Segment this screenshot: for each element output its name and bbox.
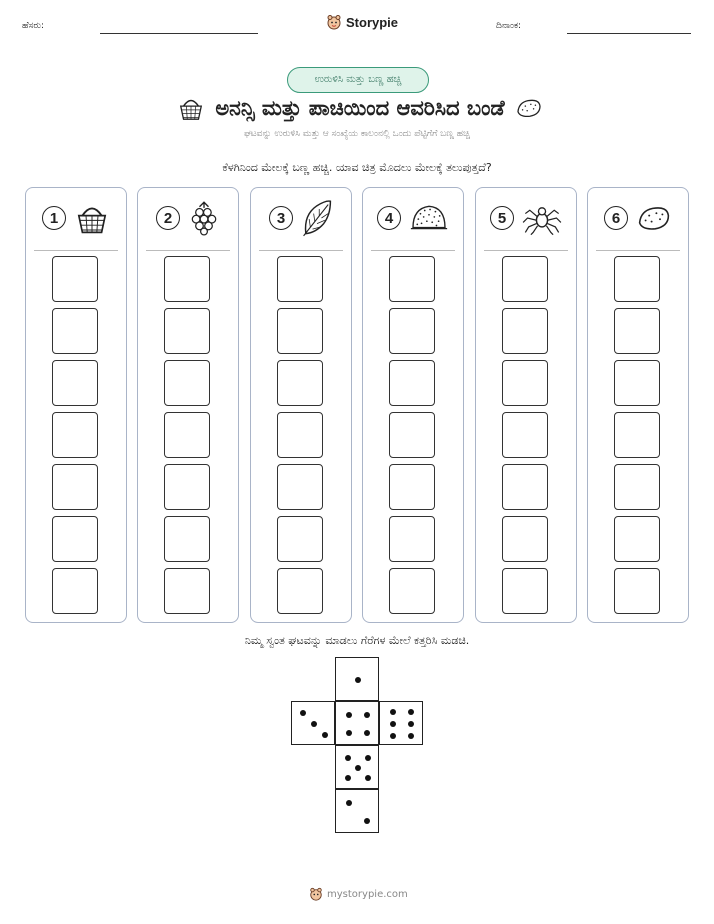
dice-pip xyxy=(311,721,317,727)
column-header xyxy=(588,188,688,248)
dice-pip xyxy=(345,775,351,781)
rock-icon xyxy=(636,203,672,233)
dice-pip xyxy=(346,730,352,736)
color-box[interactable] xyxy=(52,516,98,562)
dice-instruction: ನಿಮ್ಮ ಸ್ವಂತ ಘಟವನ್ನು ಮಾಡಲು ಗೆರೆಗಳ ಮೇಲೆ ಕತ್ತರಿಸಿ ಮಡಚಿ. xyxy=(244,634,470,647)
column-divider xyxy=(596,250,680,251)
spider-icon xyxy=(522,200,562,236)
column-header xyxy=(138,188,238,248)
color-box[interactable] xyxy=(277,516,323,562)
color-box[interactable] xyxy=(52,360,98,406)
color-box[interactable] xyxy=(502,308,548,354)
color-box[interactable] xyxy=(277,464,323,510)
color-box[interactable] xyxy=(389,360,435,406)
color-box[interactable] xyxy=(614,360,660,406)
dice-pip xyxy=(364,712,370,718)
dice-pip xyxy=(390,721,396,727)
column-divider xyxy=(146,250,230,251)
color-box[interactable] xyxy=(502,464,548,510)
mossy-rock-icon xyxy=(409,202,449,234)
dice-pip xyxy=(355,677,361,683)
color-box[interactable] xyxy=(502,516,548,562)
column-5 xyxy=(475,187,577,623)
color-box[interactable] xyxy=(52,568,98,614)
color-box[interactable] xyxy=(502,360,548,406)
storypie-mascot-icon xyxy=(309,887,323,901)
color-box[interactable] xyxy=(277,256,323,302)
footer-url[interactable]: mystorypie.com xyxy=(327,888,408,900)
color-box[interactable] xyxy=(52,412,98,458)
column-header xyxy=(26,188,126,248)
color-box[interactable] xyxy=(614,308,660,354)
column-number: 4 xyxy=(377,206,401,230)
color-box[interactable] xyxy=(614,464,660,510)
color-box[interactable] xyxy=(502,412,548,458)
color-box[interactable] xyxy=(164,360,210,406)
color-box[interactable] xyxy=(614,412,660,458)
color-box[interactable] xyxy=(277,412,323,458)
column-number: 6 xyxy=(604,206,628,230)
leaf-icon xyxy=(301,199,333,237)
brand-logo xyxy=(326,14,398,30)
color-box[interactable] xyxy=(389,568,435,614)
date-label: ದಿನಾಂಕ: xyxy=(496,21,522,31)
color-box[interactable] xyxy=(389,516,435,562)
name-line[interactable] xyxy=(100,33,258,34)
column-divider xyxy=(34,250,118,251)
column-4 xyxy=(362,187,464,623)
dice-pip xyxy=(355,765,361,771)
color-box[interactable] xyxy=(614,516,660,562)
color-box[interactable] xyxy=(614,568,660,614)
brand-name: Storypie xyxy=(346,14,399,30)
column-1 xyxy=(25,187,127,623)
dice-pip xyxy=(365,775,371,781)
rock-icon xyxy=(515,97,543,119)
dice-pip xyxy=(300,710,306,716)
dice-pip xyxy=(390,709,396,715)
color-box[interactable] xyxy=(164,516,210,562)
color-box[interactable] xyxy=(389,412,435,458)
activity-type-pill: ಉರುಳಿಸಿ ಮತ್ತು ಬಣ್ಣ ಹಚ್ಚಿ xyxy=(287,67,429,93)
color-box[interactable] xyxy=(164,412,210,458)
column-divider xyxy=(371,250,455,251)
color-box[interactable] xyxy=(164,568,210,614)
color-box[interactable] xyxy=(52,308,98,354)
date-line[interactable] xyxy=(567,33,691,34)
column-number: 5 xyxy=(490,206,514,230)
column-header xyxy=(363,188,463,248)
color-box[interactable] xyxy=(614,256,660,302)
dice-pip xyxy=(346,800,352,806)
dice-face-1 xyxy=(335,657,379,701)
dice-pip xyxy=(408,709,414,715)
dice-pip xyxy=(346,712,352,718)
color-box[interactable] xyxy=(502,568,548,614)
column-number: 3 xyxy=(269,206,293,230)
color-box[interactable] xyxy=(164,256,210,302)
title-row xyxy=(95,90,625,126)
dice-pip xyxy=(364,730,370,736)
raspberry-icon xyxy=(188,200,220,236)
color-box[interactable] xyxy=(277,568,323,614)
dice-pip xyxy=(364,818,370,824)
column-divider xyxy=(484,250,568,251)
color-box[interactable] xyxy=(389,256,435,302)
dice-face-2 xyxy=(335,789,379,833)
footer xyxy=(309,887,408,901)
dice-pip xyxy=(365,755,371,761)
dice-face-3 xyxy=(291,701,335,745)
dice-pip xyxy=(408,733,414,739)
color-box[interactable] xyxy=(164,308,210,354)
subtitle: ಘಟವನ್ನು ಉರುಳಿಸಿ ಮತ್ತು ಆ ಸಂಖ್ಯೆಯ ಕಾಲಂನಲ್ಲಿ ಒಂದು ಪೆಟ್ಟಿಗೆಗೆ ಬಣ್ಣ ಹಚ್ಚಿ xyxy=(244,129,470,139)
dice-pip xyxy=(408,721,414,727)
question-text: ಕೆಳಗಿನಿಂದ ಮೇಲಕ್ಕೆ ಬಣ್ಣ ಹಚ್ಚಿ. ಯಾವ ಚಿತ್ರ ಮೊದಲು ಮೇಲಕ್ಕೆ ತಲುಪುತ್ತದೆ? xyxy=(222,161,492,174)
basket-icon xyxy=(74,200,110,236)
color-box[interactable] xyxy=(277,308,323,354)
dice-face-6 xyxy=(379,701,423,745)
color-box[interactable] xyxy=(389,308,435,354)
page-title: ಅನನ್ಸಿ ಮತ್ತು ಪಾಚಿಯಿಂದ ಆವರಿಸಿದ ಬಂಡೆ xyxy=(215,95,505,120)
dice-pip xyxy=(390,733,396,739)
color-box[interactable] xyxy=(52,256,98,302)
color-box[interactable] xyxy=(502,256,548,302)
dice-pip xyxy=(322,732,328,738)
color-box[interactable] xyxy=(164,464,210,510)
column-divider xyxy=(259,250,343,251)
dice-face-5 xyxy=(335,745,379,789)
column-3 xyxy=(250,187,352,623)
dice-pip xyxy=(345,755,351,761)
column-2 xyxy=(137,187,239,623)
color-box[interactable] xyxy=(277,360,323,406)
name-label: ಹೆಸರು: xyxy=(22,21,45,31)
storypie-mascot-icon xyxy=(326,14,342,30)
column-header xyxy=(476,188,576,248)
basket-icon xyxy=(177,94,205,122)
dice-face-4 xyxy=(335,701,379,745)
column-number: 2 xyxy=(156,206,180,230)
color-box[interactable] xyxy=(52,464,98,510)
column-header xyxy=(251,188,351,248)
column-6 xyxy=(587,187,689,623)
color-box[interactable] xyxy=(389,464,435,510)
column-number: 1 xyxy=(42,206,66,230)
